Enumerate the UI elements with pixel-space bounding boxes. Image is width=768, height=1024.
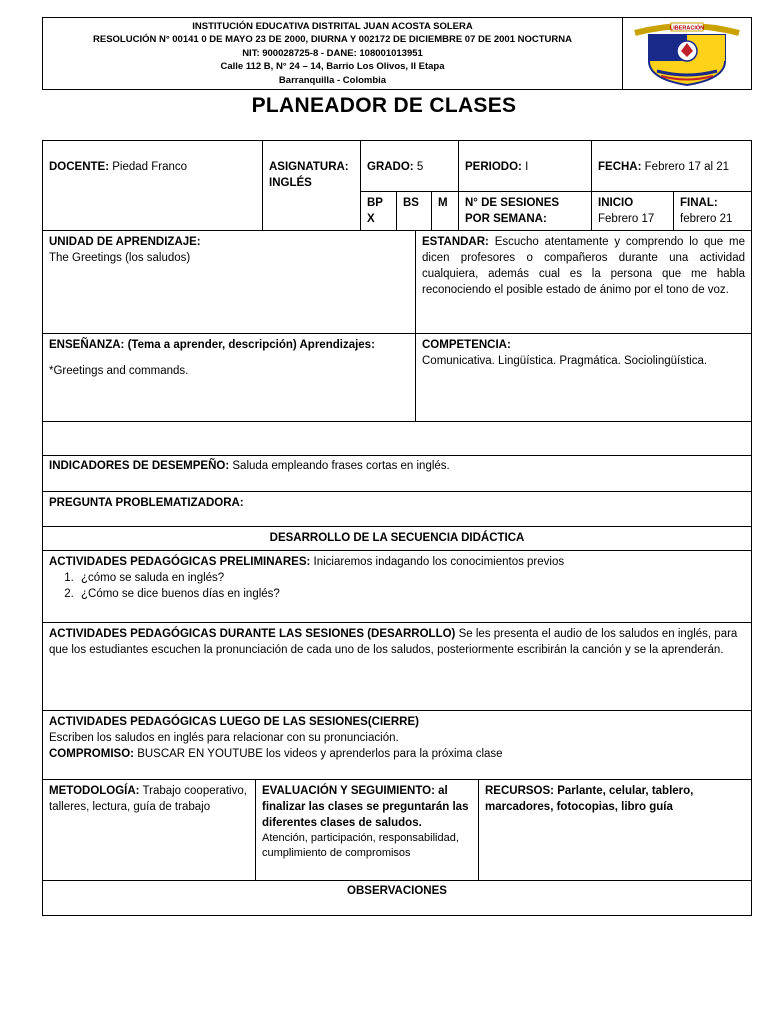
cierre-cell [42,710,752,780]
unidad-cell [42,230,416,334]
page-title: PLANEADOR DE CLASES [251,94,517,117]
estandar-cell [415,230,752,334]
institution-name: INSTITUCIÓN EDUCATIVA DISTRITAL JUAN ACOSTA SOLERA [192,20,473,32]
periodo-value: I [525,161,529,173]
pregunta-label: PREGUNTA PROBLEMATIZADORA: [49,497,244,509]
preliminares-label: ACTIVIDADES PEDAGÓGICAS PRELIMINARES: [49,556,311,568]
evaluacion-value-bold: al finalizar las clases se preguntarán las diferentes clases de saludos. [262,785,469,829]
recursos-label: RECURSOS: [485,785,555,797]
competencia-label: COMPETENCIA: [422,339,511,351]
ensenanza-label: ENSEÑANZA: (Tema a aprender, descripción) Aprendizajes: [49,339,375,351]
durante-value: Se les presenta el audio de los saludos en inglés, para que los estudiantes escuchen la pronunciación de cada uno de los saludos, posteriormente escribirán la canción y se la aprenderán. [49,628,738,656]
docente-label: DOCENTE: [49,161,110,173]
preliminares-item: 2. ¿Cómo se dice buenos días en inglés? [77,586,745,602]
ensenanza-cell [42,333,416,422]
final-cell [673,191,752,231]
metodologia-cell [42,779,256,881]
bs-label: BS [403,197,419,209]
metodologia-label: METODOLOGÍA: [49,785,140,797]
empty-row [42,421,752,456]
asignatura-label: ASIGNATURA: [269,161,349,173]
institution-info [43,18,623,89]
fecha-label: FECHA: [598,161,642,173]
city-line: Barranquilla - Colombia [278,74,387,86]
evaluacion-label: EVALUACIÓN Y SEGUIMIENTO: [262,785,435,797]
m-label: M [438,197,448,209]
cierre-label: ACTIVIDADES PEDAGÓGICAS LUEGO DE LAS SESIONES(CIERRE) [49,716,419,728]
sesiones-cell [458,191,592,231]
address-line: Calle 112 B, N° 24 – 14, Barrio Los Olivos, II Etapa [220,61,445,73]
m-cell [431,191,459,231]
indicadores-cell [42,455,752,492]
inicio-label: INICIO [598,197,634,209]
preliminares-cell [42,550,752,623]
asignatura-cell [262,140,361,231]
competencia-value: Comunicativa. Lingüística. Pragmática. Sociolingüística. [422,355,708,367]
durante-label: ACTIVIDADES PEDAGÓGICAS DURANTE LAS SESIONES (DESARROLLO) [49,628,456,640]
final-value: febrero 21 [680,213,733,225]
indicadores-value: Saluda empleando frases cortas en inglés. [232,460,450,472]
resolution-line: RESOLUCIÓN N° 00141 0 DE MAYO 23 DE 2000, DIURNA Y 002172 DE DICIEMBRE 07 DE 2001 NOCTURNA [93,34,572,46]
sesiones-label: N° DE SESIONES POR SEMANA: [465,197,560,225]
competencia-cell [415,333,752,422]
compromiso-label: COMPROMISO: [49,748,134,760]
bp-cell [360,191,397,231]
school-shield-icon [627,21,747,87]
durante-cell [42,622,752,711]
grado-cell [360,140,459,192]
preliminares-list [49,570,745,602]
estandar-value: Escucho atentamente y comprendo lo que me dicen profesores o compañeros durante una actividad cualquiera, además cual es la persona que me habla reconociendo el posible estado de ánimo por el tono de voz. [422,236,745,296]
docente-value: Piedad Franco [112,161,188,173]
observaciones-label: OBSERVACIONES [347,885,447,897]
ensenanza-value: *Greetings and commands. [49,365,189,377]
docente-cell [42,140,263,231]
final-label: FINAL: [680,197,718,209]
preliminares-value: Iniciaremos indagando los conocimientos previos [313,556,565,568]
indicadores-label: INDICADORES DE DESEMPEÑO: [49,460,230,472]
compromiso-value: BUSCAR EN YOUTUBE los videos y aprenderlos para la próxima clase [137,748,503,760]
school-logo [623,18,751,89]
pregunta-cell [42,491,752,527]
nit-line: NIT: 900028725-8 - DANE: 108001013951 [242,47,423,59]
cierre-line1: Escriben los saludos en inglés para relacionar con su pronunciación. [49,732,399,744]
bs-cell [396,191,432,231]
bp-mark: X [367,213,375,225]
bp-label: BP [367,197,383,209]
logo-text: LIBERACIÓN [669,25,705,31]
grado-value: 5 [416,161,424,173]
inicio-value: Febrero 17 [598,213,655,225]
periodo-label: PERIODO: [465,161,522,173]
evaluacion-value: Atención, participación, responsabilidad, cumplimiento de compromisos [262,832,459,859]
estandar-label: ESTANDAR: [422,236,489,248]
asignatura-value: INGLÉS [269,177,312,189]
inicio-cell [591,191,674,231]
recursos-value: Parlante, celular, tablero, marcadores, fotocopias, libro guía [485,785,694,813]
metodologia-value: Trabajo cooperativo, talleres, lectura, guía de trabajo [49,785,247,813]
desarrollo-title: DESARROLLO DE LA SECUENCIA DIDÁCTICA [269,532,525,544]
fecha-value: Febrero 17 al 21 [644,161,730,173]
institution-header [42,17,752,90]
evaluacion-cell [255,779,479,881]
desarrollo-title-cell [42,526,752,551]
recursos-cell [478,779,752,881]
grado-label: GRADO: [367,161,414,173]
fecha-cell [591,140,752,192]
unidad-value: The Greetings (los saludos) [49,252,191,264]
periodo-cell [458,140,592,192]
preliminares-item: 1. ¿cómo se saluda en inglés? [77,570,745,586]
unidad-label: UNIDAD DE APRENDIZAJE: [49,236,201,248]
observaciones-cell [42,880,752,916]
